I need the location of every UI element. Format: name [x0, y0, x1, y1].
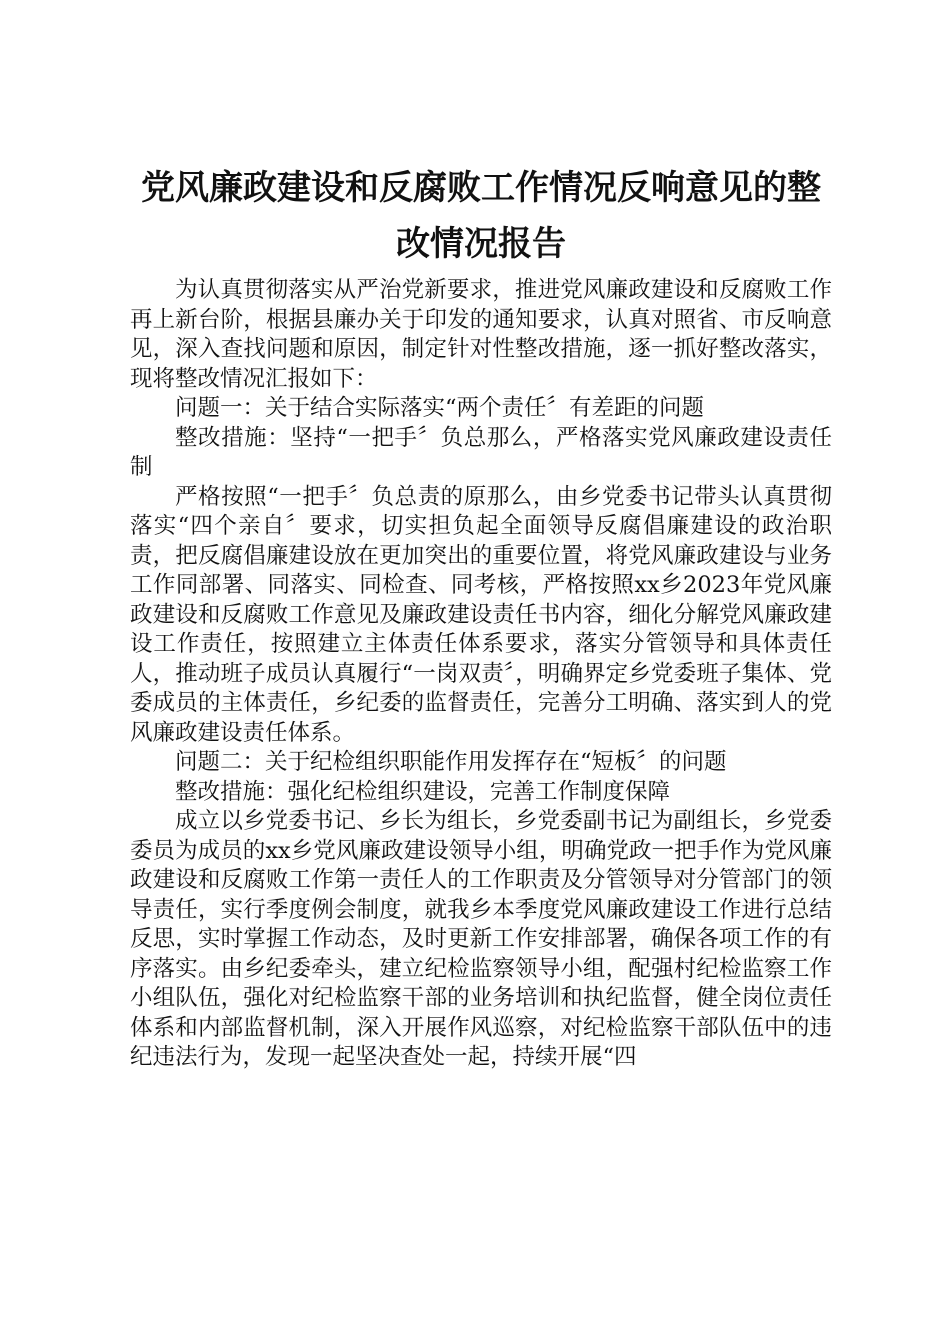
issue-two-heading: 问题二：关于纪检组织职能作用发挥存在“短板〞的问题	[175, 749, 727, 775]
issue-two-detail: 成立以乡党委书记、乡长为组长，乡党委副书记为副组长，乡党委委员为成员的xx乡党风廉政建设领导小组，明确党政一把手作为党风廉政建设和反腐败工作第一责任人的工作职责及分管领导对分管部门的领导责任，实行季度例会制度，就我乡本季度党风廉政建设工作进行总结反思，实时掌握工作动态，及时更新工作安排部署，确保各项工作的有序落实。由乡纪委牵头，建立纪检监察领导小组，配强村纪检监察工作小组队伍，强化对纪检监察干部的业务培训和执纪监督，健全岗位责任体系和内部监督机制，深入开展作风巡察，对纪检监察干部队伍中的违纪违法行为，发现一起坚决查处一起，持续开展“四	[130, 808, 832, 1070]
title-line-2: 改情况报告	[396, 224, 566, 264]
issue-two-measure: 整改措施：强化纪检组织建设，完善工作制度保障	[175, 778, 671, 805]
intro-paragraph: 为认真贯彻落实从严治党新要求，推进党风廉政建设和反腐败工作再上新台阶，根据县廉办关于印发的通知要求，认真对照省、市反响意见，深入查找问题和原因，制定针对性整改措施，逐一抓好整改落实，现将整改情况汇报如下：	[130, 277, 832, 392]
document-page	[130, 160, 832, 1073]
document-title	[130, 160, 832, 272]
title-line-1: 党风廉政建设和反腐败工作情况反响意见的整	[141, 168, 821, 208]
issue-one-heading: 问题一：关于结合实际落实“两个责任〞有差距的问题	[175, 395, 705, 421]
issue-one-measure: 整改措施：坚持“一把手〞负总那么，严格落实党风廉政建设责任制	[130, 424, 832, 480]
issue-one-detail: 严格按照“一把手〞负总责的原那么，由乡党委书记带头认真贯彻落实“四个亲自〞要求，切实担负起全面领导反腐倡廉建设的政治职责，把反腐倡廉建设放在更加突出的重要位置，将党风廉政建设与业务工作同部署、同落实、同检查、同考核，严格按照xx乡2023年党风廉政建设和反腐败工作意见及廉政建设责任书内容，细化分解党风廉政建设工作责任，按照建立主体责任体系要求，落实分管领导和具体责任人，推动班子成员认真履行“一岗双责〞，明确界定乡党委班子集体、党委成员的主体责任，乡纪委的监督责任，完善分工明确、落实到人的党风廉政建设责任体系。	[130, 483, 832, 746]
document-body	[130, 276, 832, 1073]
